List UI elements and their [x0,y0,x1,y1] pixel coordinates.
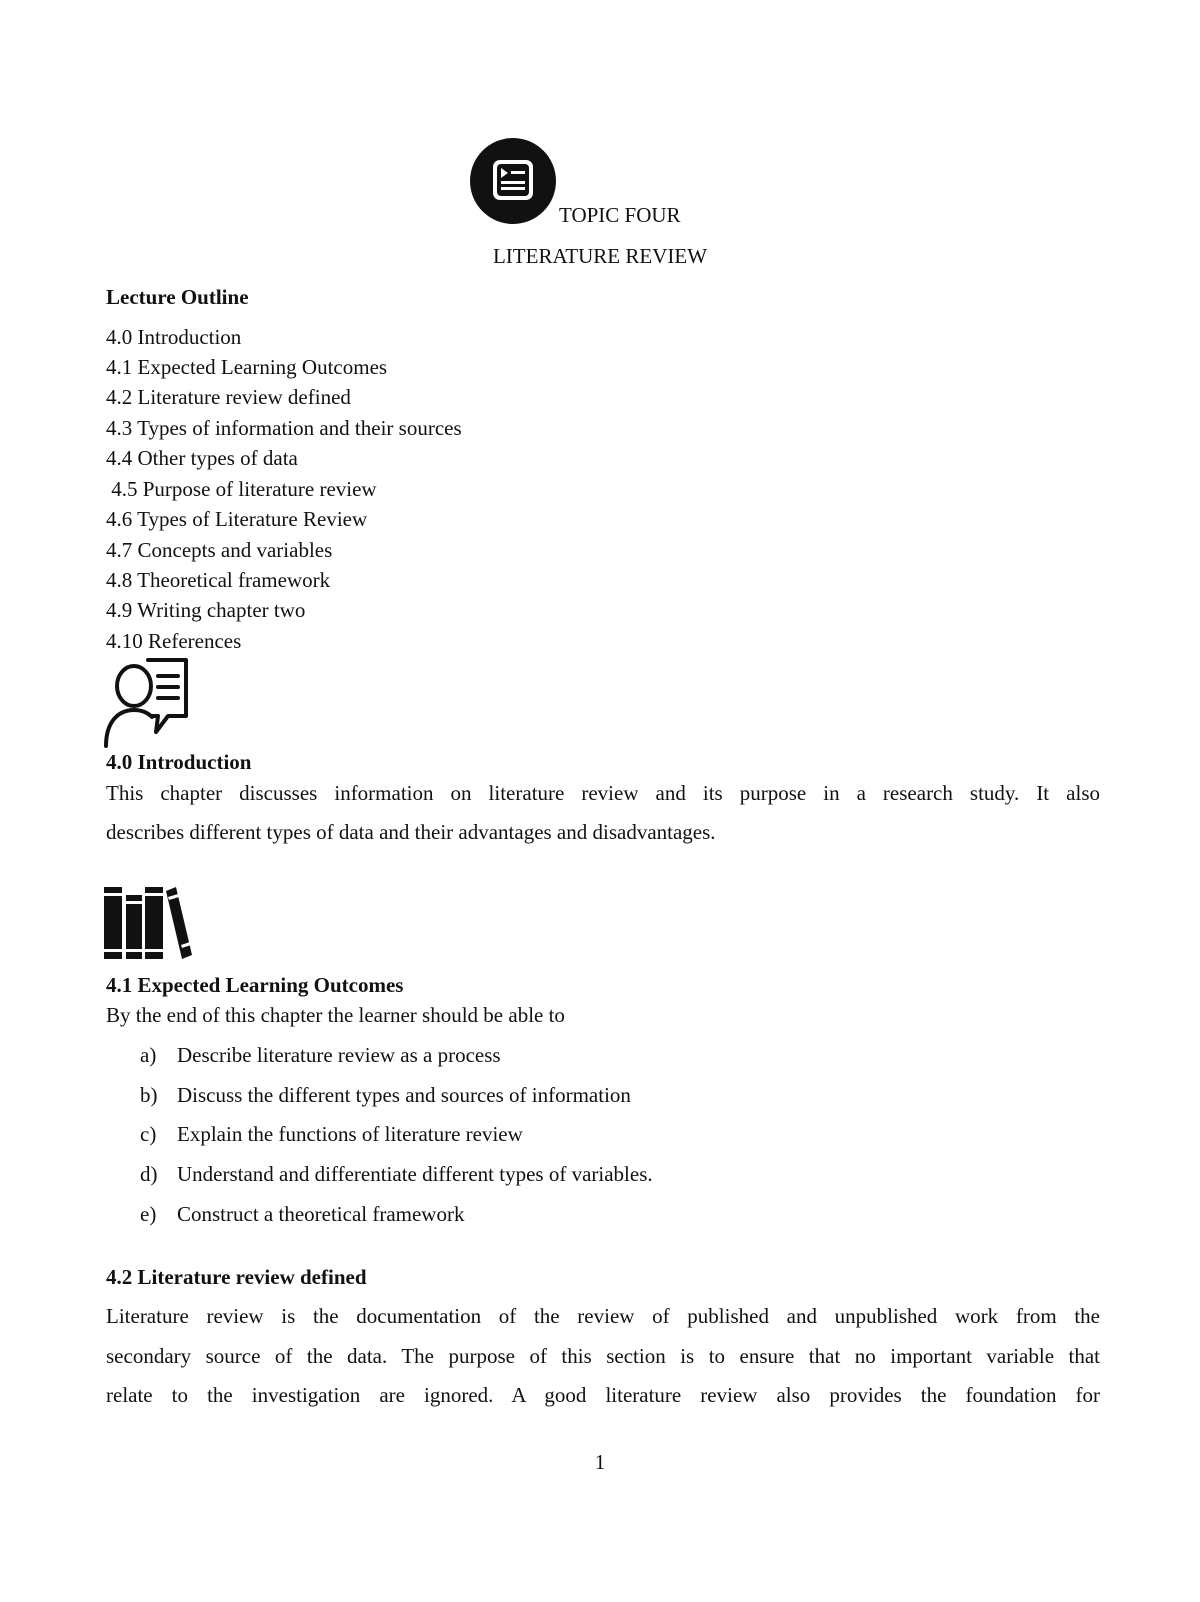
books-icon [102,885,194,961]
list-marker: e) [140,1202,157,1226]
outline-item: 4.9 Writing chapter two [106,598,306,622]
outline-heading: Lecture Outline [106,285,249,309]
list-marker: b) [140,1083,158,1107]
list-marker: d) [140,1162,158,1186]
introduction-text-line: This chapter discusses information on literature review and its purpose in a research study. It also [106,781,1100,805]
outline-item: 4.7 Concepts and variables [106,538,333,562]
list-marker: a) [140,1043,157,1067]
list-item-text: Explain the functions of literature review [177,1122,523,1146]
outcomes-heading: 4.1 Expected Learning Outcomes [106,973,404,997]
person-speech-icon [102,656,192,748]
definition-text-line: Literature review is the documentation of the review of published and unpublished work from the [106,1304,1100,1328]
list-item-text: Construct a theoretical framework [177,1202,465,1226]
outline-item: 4.8 Theoretical framework [106,568,331,592]
topic-label: TOPIC FOUR [559,203,681,227]
introduction-heading: 4.0 Introduction [106,750,252,774]
list-marker: c) [140,1122,157,1146]
outline-item: 4.1 Expected Learning Outcomes [106,355,388,379]
page-title: LITERATURE REVIEW [492,244,708,268]
list-item-text: Understand and differentiate different types of variables. [177,1162,653,1186]
presentation-list-icon [470,138,556,224]
definition-heading: 4.2 Literature review defined [106,1265,367,1289]
outline-item: 4.10 References [106,629,242,653]
outline-item: 4.3 Types of information and their sources [106,416,462,440]
list-item-text: Discuss the different types and sources of information [177,1083,631,1107]
list-item-text: Describe literature review as a process [177,1043,501,1067]
outline-item: 4.4 Other types of data [106,446,298,470]
outline-item: 4.0 Introduction [106,325,242,349]
outline-item: 4.2 Literature review defined [106,385,351,409]
definition-text-line: relate to the investigation are ignored. A good literature review also provides the foundation for [106,1383,1100,1407]
definition-text-line: secondary source of the data. The purpose of this section is to ensure that no important variable that [106,1344,1100,1368]
outline-item: 4.6 Types of Literature Review [106,507,368,531]
introduction-text-line: describes different types of data and their advantages and disadvantages. [106,820,716,844]
page-number: 1 [594,1450,606,1474]
outline-item: 4.5 Purpose of literature review [106,477,377,501]
outcomes-intro: By the end of this chapter the learner should be able to [106,1003,565,1027]
